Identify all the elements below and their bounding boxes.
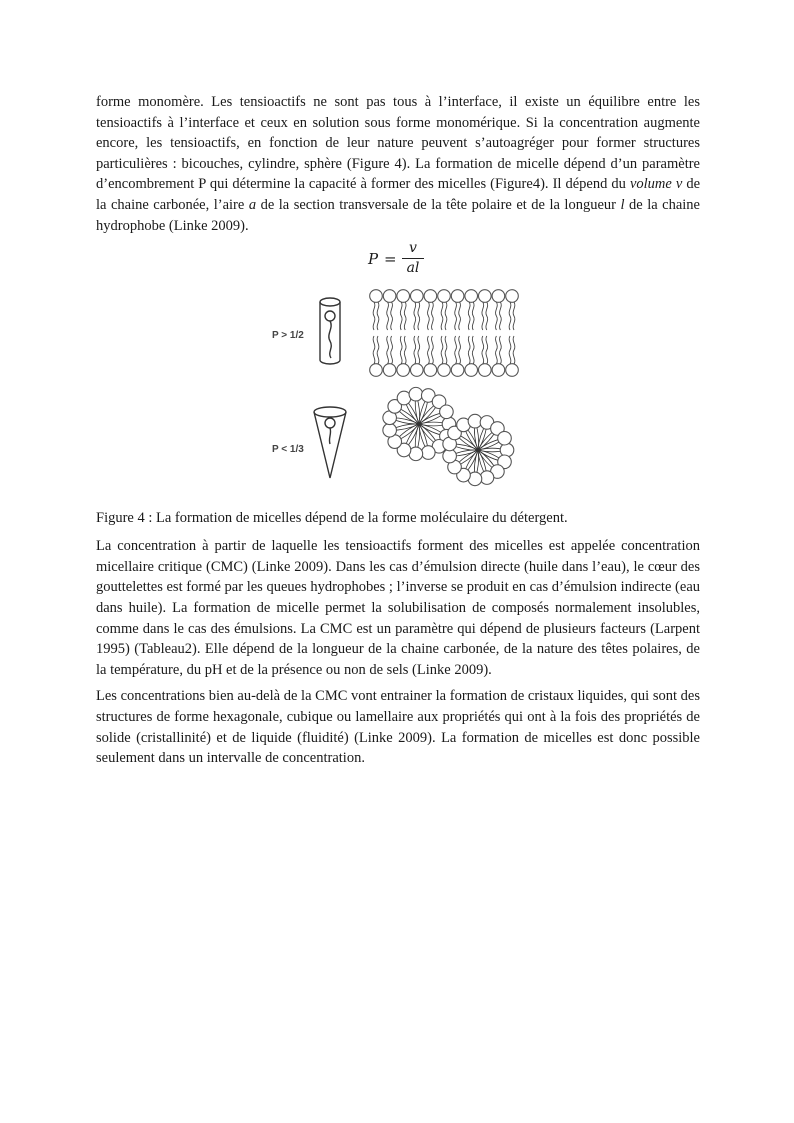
cylinder-shape-icon bbox=[320, 298, 340, 364]
formula-numerator: v bbox=[409, 240, 417, 257]
paragraph-cmc: La concentration à partir de laquelle les tensioactifs forment des micelles est appelée concentration micellaire critique (CMC) (Linke 2009). Dans les cas d’émulsion directe (huile dans l’eau), le cœur des gouttelettes est formé par les queues hydrophobes ; l’inverse se produit en cas d’émulsion indirecte (eau dans huile). La formation de micelle permet la solubilisation de composés normalement insolubles, comme dans le cas des émulsions. La CMC est un paramètre qui dépend de plusieurs facteurs (Larpent 1995) (Tableau2). Elle dépend de la longueur de la chaine carbonée, de la nature des têtes polaires, de la température, du pH et de la présence ou non de sels (Linke 2009). bbox=[96, 538, 700, 678]
formula-fraction bbox=[402, 240, 424, 277]
paragraph-intro-continued: Il dépend du volume v de la chaine carbonée, l’aire a de la section transversale de la tête polaire et de la longueur l de la chaine hydrophobe (Linke 2009). bbox=[96, 176, 701, 234]
area-variable: a bbox=[248, 196, 257, 213]
figure-4 bbox=[96, 286, 700, 496]
micelle-diagram bbox=[96, 286, 700, 496]
label-p-less-third: P < 1/3 bbox=[272, 444, 304, 456]
bilayer-structure bbox=[370, 290, 519, 377]
formula-equals: = bbox=[384, 250, 397, 269]
fraction-bar bbox=[402, 258, 424, 259]
cone-shape-icon bbox=[314, 407, 346, 478]
document-page bbox=[96, 92, 700, 769]
volume-term: volume v bbox=[629, 176, 683, 193]
packing-parameter-formula bbox=[96, 240, 700, 284]
paragraph-liquid-crystals: Les concentrations bien au-delà de la CMC vont entrainer la formation de cristaux liquides, qui sont des structures de forme hexagonale, cubique ou lamellaire aux propriétés qui ont à la fois des propriétés de solide (cristallinité) et de liquide (fluidité) (Linke 2009). La formation de micelles est donc possible seulement dans un intervalle de concentration. bbox=[96, 688, 700, 767]
paragraph-intro-text: forme monomère. Les tensioactifs ne sont pas tous à l’interface, il existe un équilibre entre les tensioactifs à l’interface et ceux en solution sous forme monomérique. Si la concentration augmente encore, les tensioactifs, en fonction de leur nature peuvent s’autoagréger pour former structures particulières : bicouches, cylindre, sphère (Figure 4). La formation de micelle dépend d’un paramètre d’encombrement P qui détermine la capacité à former des micelles (Figure4). bbox=[96, 94, 700, 193]
formula-denominator: al bbox=[406, 260, 420, 277]
spherical-micelle-left bbox=[383, 388, 456, 461]
label-p-greater-half: P > 1/2 bbox=[272, 330, 304, 342]
length-variable: l bbox=[620, 196, 625, 213]
figure-caption: Figure 4 : La formation de micelles dépend de la forme moléculaire du détergent. bbox=[96, 510, 568, 527]
paragraph-intro bbox=[96, 92, 700, 236]
formula-lhs: P bbox=[368, 250, 379, 269]
